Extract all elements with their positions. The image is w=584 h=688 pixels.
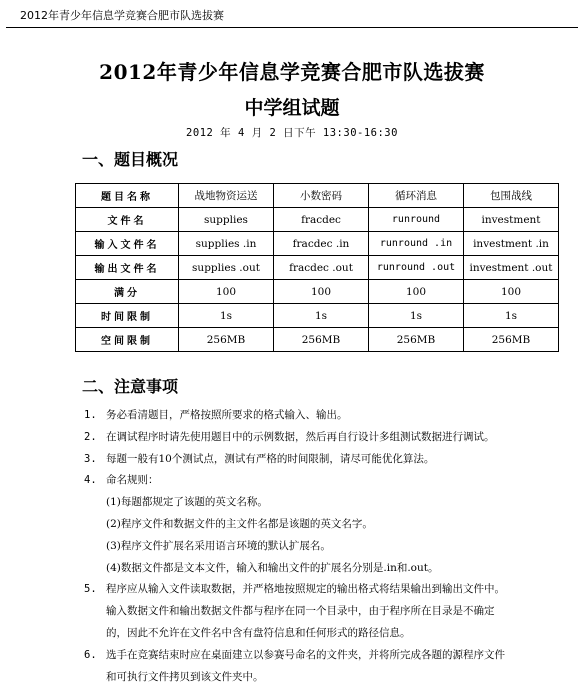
table-cell: 256MB (179, 328, 274, 352)
note-number: 4. (84, 474, 97, 487)
note-item (84, 514, 564, 536)
note-item (84, 558, 564, 580)
table-row (76, 328, 559, 352)
table-cell: runround (369, 208, 464, 232)
table-cell: investment .out (464, 256, 559, 280)
note-number: 3. (84, 452, 97, 465)
table-cell: 100 (369, 280, 464, 304)
note-number: 6. (84, 648, 97, 661)
table-cell: fracdec .out (274, 256, 369, 280)
table-cell: 1s (369, 304, 464, 328)
table-cell: 1s (179, 304, 274, 328)
note-text: 和可执行文件拷贝到该文件夹中。 (106, 670, 264, 683)
note-item (84, 579, 564, 601)
note-item (84, 645, 564, 667)
note-text: 选手在竞赛结束时应在桌面建立以参赛号命名的文件夹，并将所完成各题的源程序文件 (106, 648, 505, 661)
note-number: 5. (84, 583, 97, 596)
table-cell: 包围战线 (464, 184, 559, 208)
row-header-cell: 输出文件名 (76, 256, 179, 280)
table-row (76, 304, 559, 328)
row-header-cell: 满分 (76, 280, 179, 304)
row-header-cell: 时间限制 (76, 304, 179, 328)
note-text: 程序应从输入文件读取数据，并严格地按照规定的输出格式将结果输出到输出文件中。 (106, 583, 505, 596)
table-cell: investment (464, 208, 559, 232)
table-cell: 256MB (369, 328, 464, 352)
table-cell: 100 (464, 280, 559, 304)
running-header: 2012年青少年信息学竞赛合肥市队选拔赛 (20, 9, 224, 22)
table-row (76, 232, 559, 256)
row-header-cell: 输入文件名 (76, 232, 179, 256)
table-cell: 循环消息 (369, 184, 464, 208)
table-cell: fracdec (274, 208, 369, 232)
table-cell: 100 (179, 280, 274, 304)
section-notes-heading: 二、注意事项 (82, 377, 179, 396)
note-item (84, 623, 564, 645)
note-item (84, 427, 564, 449)
problem-overview-table (75, 183, 559, 352)
row-header-cell: 题目名称 (76, 184, 179, 208)
row-header-cell: 文件名 (76, 208, 179, 232)
table-row (76, 208, 559, 232)
table-cell: 1s (464, 304, 559, 328)
section-overview-heading: 一、题目概况 (82, 150, 179, 169)
table-row (76, 184, 559, 208)
note-item (84, 405, 564, 427)
note-text: (3)程序文件扩展名采用语言环境的默认扩展名。 (106, 539, 331, 552)
note-item (84, 449, 564, 471)
sub-title: 中学组试题 (244, 97, 340, 119)
note-text: 输入数据文件和输出数据文件都与程序在同一个目录中，由于程序所在目录是不确定 (106, 605, 495, 618)
table-cell: supplies (179, 208, 274, 232)
row-header-cell: 空间限制 (76, 328, 179, 352)
table-body (76, 184, 559, 352)
note-item (84, 667, 564, 688)
table-row (76, 256, 559, 280)
table-cell: 战地物资运送 (179, 184, 274, 208)
note-text: (1)每题都规定了该题的英文名称。 (106, 496, 268, 509)
note-item (84, 492, 564, 514)
table-cell: 1s (274, 304, 369, 328)
note-item (84, 601, 564, 623)
table-cell: 256MB (464, 328, 559, 352)
note-text: 的，因此不允许在文件名中含有盘符信息和任何形式的路径信息。 (106, 626, 411, 639)
note-item (84, 470, 564, 492)
note-item (84, 536, 564, 558)
note-text: (2)程序文件和数据文件的主文件名都是该题的英文名字。 (106, 517, 373, 530)
note-text: 在调试程序时请先使用题目中的示例数据，然后再自行设计多组测试数据进行调试。 (106, 430, 495, 443)
notes-list (84, 405, 564, 688)
date-line: 2012 年 4 月 2 日下午 13:30-16:30 (186, 127, 398, 139)
note-text: 命名规则： (106, 474, 159, 487)
header-rule (6, 27, 578, 28)
table-cell: investment .in (464, 232, 559, 256)
table-row (76, 280, 559, 304)
table-cell: runround .out (369, 256, 464, 280)
table-cell: 100 (274, 280, 369, 304)
table-cell: supplies .out (179, 256, 274, 280)
table-cell: supplies .in (179, 232, 274, 256)
table-cell: runround .in (369, 232, 464, 256)
main-title: 2012年青少年信息学竞赛合肥市队选拔赛 (99, 60, 485, 84)
note-text: 每题一般有10个测试点，测试有严格的时间限制，请尽可能优化算法。 (106, 452, 435, 465)
table-cell: 小数密码 (274, 184, 369, 208)
note-number: 2. (84, 430, 97, 443)
table-cell: fracdec .in (274, 232, 369, 256)
note-number: 1. (84, 409, 97, 421)
note-text: (4)数据文件都是文本文件，输入和输出文件的扩展名分别是.in和.out。 (106, 561, 439, 574)
table-cell: 256MB (274, 328, 369, 352)
note-text: 务必看清题目，严格按照所要求的格式输入、输出。 (106, 409, 348, 421)
